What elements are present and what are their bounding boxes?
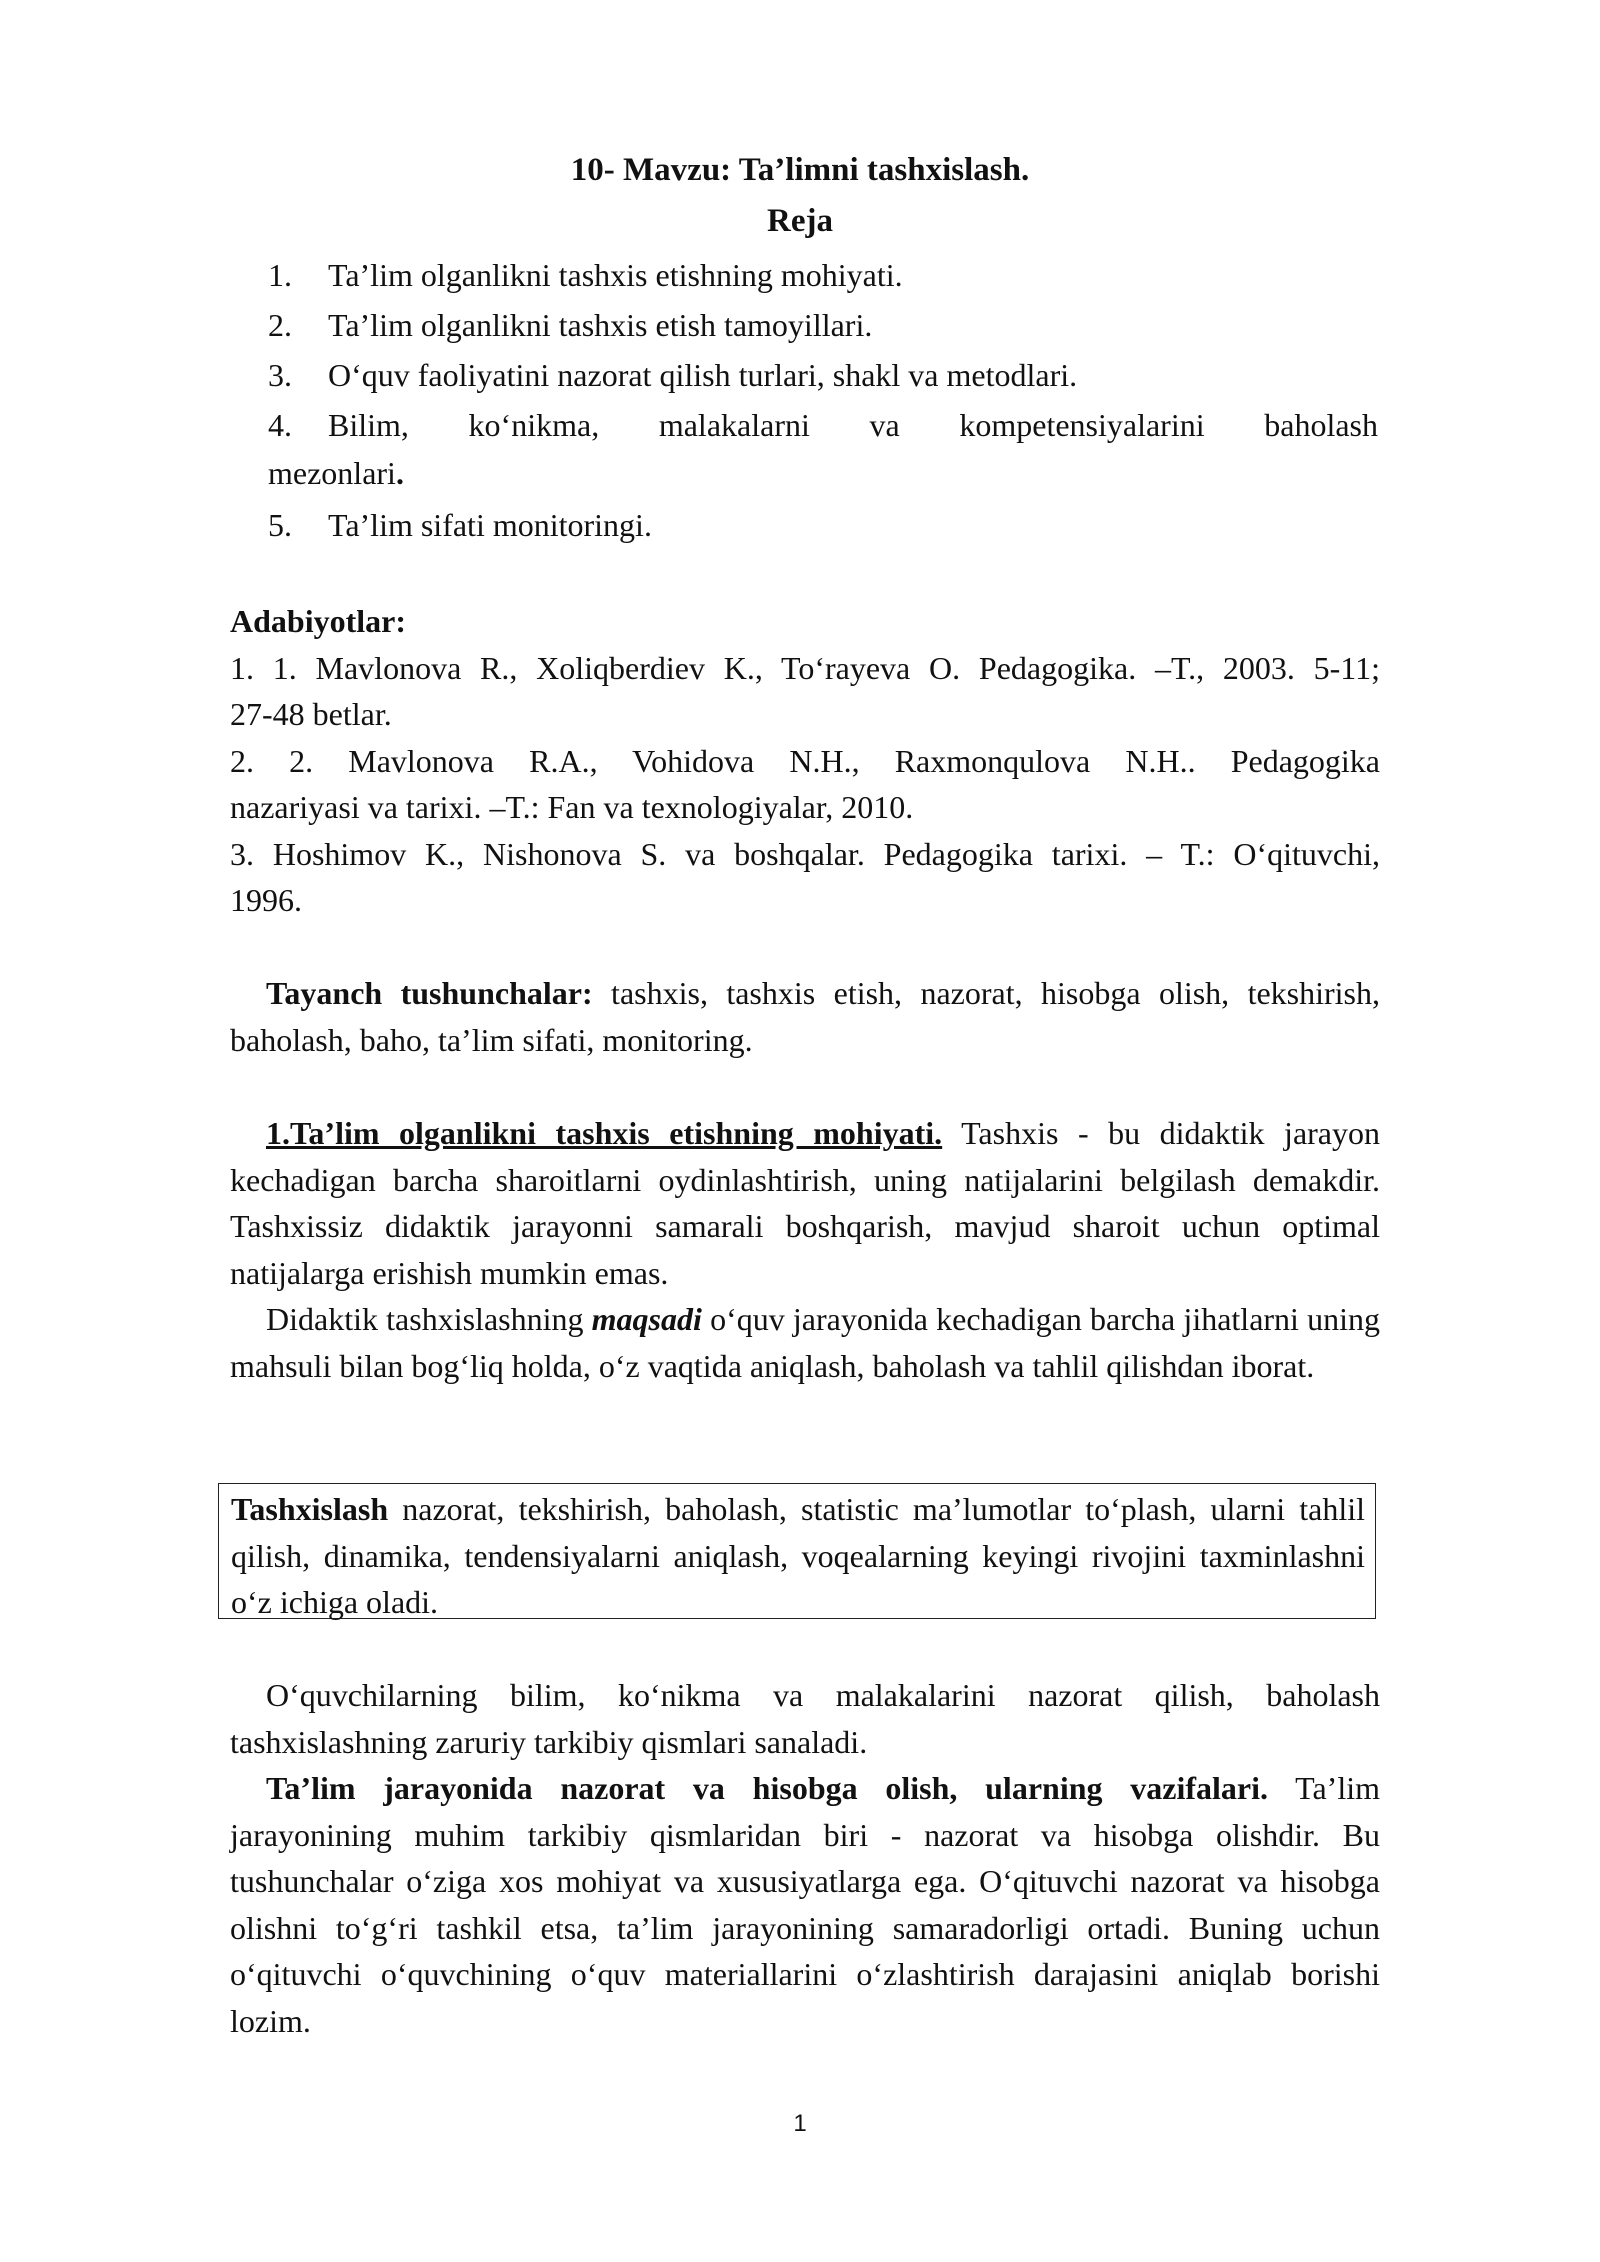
section-1-heading: 1.Ta’lim olganlikni tashxis etishning mohiyati. [266, 1115, 943, 1151]
plan-item-text: mezonlari [268, 455, 396, 491]
goal-paragraph: Didaktik tashxislashning maqsadi o‘quv jarayonida kechadigan barcha jihatlarni uning mahsuli bilan bog‘liq holda, o‘z vaqtida aniqlash, baholash va tahlil qilishdan iborat. [230, 1301, 1380, 1384]
literature-item-3-line2: 1996. [230, 882, 302, 918]
plan-item-4: 4. Bilim, ko‘nikma, malakalarni va kompetensiyalarini baholash [268, 407, 1378, 443]
section-1-text: Tashxis - bu didaktik jarayon kechadigan barcha sharoitlarni oydinlashtirish, uning natijalarini belgilash demakdir. Tashxissiz didaktik jarayonni samarali boshqarish, mavjud sharoit uchun optimal natijalarga erishish mumkin emas. [230, 1115, 1381, 1291]
key-concepts-text: tashxis, tashxis etish, nazorat, hisobga olish, tekshirish, baholash, baho, ta’lim sifati, monitoring. [230, 975, 1381, 1058]
control-heading: Ta’lim jarayonida nazorat va hisobga olish, ularning vazifalari. [266, 1770, 1268, 1806]
key-concepts-label: Tayanch tushunchalar: [266, 975, 593, 1011]
literature-heading: Adabiyotlar: [230, 603, 406, 639]
plan-item-text: Ta’lim sifati monitoringi. [328, 507, 652, 543]
plan-item-text: Bilim, ko‘nikma, malakalarni va kompetensiyalarini baholash [328, 407, 1378, 443]
plan-heading: Reja [767, 203, 833, 239]
plan-item-text: O‘quv faoliyatini nazorat qilish turlari, shakl va metodlari. [328, 357, 1078, 393]
document-title: 10- Mavzu: Ta’limni tashxislash. [570, 152, 1030, 188]
definition-term: Tashxislash [231, 1491, 389, 1527]
literature-item-1-line1: 1. 1. Mavlonova R., Xoliqberdiev K., To‘rayeva O. Pedagogika. –T., 2003. 5-11; [230, 649, 1380, 686]
literature-section [230, 598, 1380, 924]
plan-item-5: 5. Ta’lim sifati monitoringi. [268, 507, 652, 543]
body-continued [230, 1672, 1380, 2044]
literature-item-1-line2: 27-48 betlar. [230, 696, 392, 732]
literature-item-2-line2: nazariyasi va tarixi. –T.: Fan va texnologiyalar, 2010. [230, 789, 914, 825]
students-paragraph: O‘quvchilarning bilim, ko‘nikma va malakalarini nazorat qilish, baholash tashxislashning zaruriy tarkibiy qismlari sanaladi. [230, 1677, 1380, 1760]
goal-emphasis: maqsadi [591, 1301, 702, 1337]
control-paragraph [230, 1765, 1380, 2044]
plan-item-text: Ta’lim olganlikni tashxis etishning mohiyati. [328, 257, 903, 293]
page-number: 1 [793, 2110, 807, 2137]
plan-item-3: 3. O‘quv faoliyatini nazorat qilish turlari, shakl va metodlari. [268, 357, 1078, 393]
definition-text: nazorat, tekshirish, baholash, statistic ma’lumotlar to‘plash, ularni tahlil qilish, dinamika, tendensiyalarni aniqlash, voqealarning keyingi rivojini taxminlashni o‘z ichiga oladi. [231, 1491, 1365, 1620]
control-text: Ta’lim jarayonining muhim tarkibiy qismlaridan biri - nazorat va hisobga olishdir. Bu tushunchalar o‘ziga xos mohiyat va xususiyatlarga ega. O‘qituvchi nazorat va hisobga olishni to‘g‘ri tashkil etsa, ta’lim jarayonining samaradorligi ortadi. Buning uchun o‘qituvchi o‘quvchining o‘quv materiallarini o‘zlashtirish darajasini aniqlab borishi lozim. [230, 1770, 1381, 2039]
plan-item-2: 2. Ta’lim olganlikni tashxis etish tamoyillari. [268, 307, 873, 343]
literature-item-3-line1: 3. Hoshimov K., Nishonova S. va boshqalar. Pedagogika tarixi. – T.: O‘qituvchi, [230, 835, 1380, 872]
key-concepts-paragraph [230, 970, 1380, 1063]
plan-item-1: 1. Ta’lim olganlikni tashxis etishning mohiyati. [268, 257, 903, 293]
definition-box [218, 1483, 1376, 1619]
plan-item-text: Ta’lim olganlikni tashxis etish tamoyillari. [328, 307, 873, 343]
literature-item-2-line1: 2. 2. Mavlonova R.A., Vohidova N.H., Raxmonqulova N.H.. Pedagogika [230, 742, 1380, 779]
section-1 [230, 1110, 1380, 1389]
plan-item-4-continued: mezonlari. [268, 455, 404, 491]
